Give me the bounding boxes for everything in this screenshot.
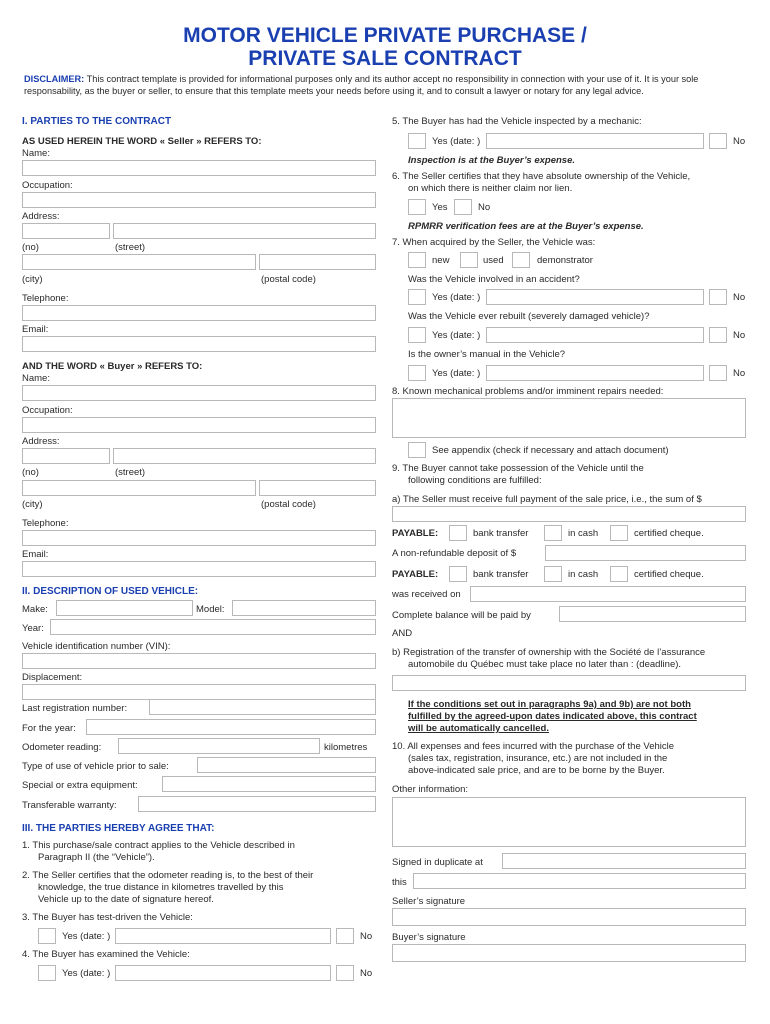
buyer-signature-field[interactable]: [392, 944, 746, 962]
examined-no-checkbox[interactable]: [336, 965, 354, 981]
clause-2-line2: knowledge, the true distance in kilometres travelled by this: [38, 882, 284, 893]
payable-label-1: PAYABLE:: [392, 528, 439, 539]
manual-yes-label: Yes (date: ): [432, 368, 481, 379]
condition-used-label: used: [483, 255, 504, 266]
seller-telephone-field[interactable]: [22, 305, 376, 321]
cancellation-line1: If the conditions set out in paragraphs 9a) and 9b) are not both: [408, 699, 691, 710]
rebuilt-question: Was the Vehicle ever rebuilt (severely damaged vehicle)?: [408, 311, 650, 322]
buyer-name-field[interactable]: [22, 385, 376, 401]
last-registration-field[interactable]: [149, 699, 376, 715]
payable1-cash-checkbox[interactable]: [544, 525, 562, 541]
payable1-cash-label: in cash: [568, 528, 599, 539]
received-on-label: was received on: [392, 589, 461, 600]
buyer-street-label: (street): [115, 467, 146, 478]
test-drive-no-label: No: [360, 931, 373, 942]
payable2-cheque-checkbox[interactable]: [610, 566, 628, 582]
year-field[interactable]: [50, 619, 376, 635]
payable2-cheque-label: certified cheque.: [634, 569, 704, 580]
seller-signature-field[interactable]: [392, 908, 746, 926]
seller-email-label: Email:: [22, 324, 49, 335]
document-title: MOTOR VEHICLE PRIVATE PURCHASE /: [183, 24, 587, 47]
seller-email-field[interactable]: [22, 336, 376, 352]
test-drive-no-checkbox[interactable]: [336, 928, 354, 944]
payable-label-2: PAYABLE:: [392, 569, 439, 580]
examined-date-field[interactable]: [115, 965, 331, 981]
sale-price-field[interactable]: [392, 506, 746, 522]
buyer-city-label: (city): [22, 499, 43, 510]
rebuilt-no-label: No: [733, 330, 746, 341]
seller-address-no-field[interactable]: [22, 223, 110, 239]
clause-9b-line1: b) Registration of the transfer of ownership with the Société de l’assurance: [392, 647, 706, 658]
for-year-field[interactable]: [86, 719, 376, 735]
seller-address-label: Address:: [22, 211, 60, 222]
buyer-city-field[interactable]: [22, 480, 256, 496]
balance-label: Complete balance will be paid by: [392, 610, 531, 621]
manual-no-label: No: [733, 368, 746, 379]
inspected-date-field[interactable]: [486, 133, 704, 149]
warranty-field[interactable]: [138, 796, 376, 812]
clause-10-line2: (sales tax, registration, insurance, etc.) are not included in the: [408, 753, 668, 764]
manual-yes-checkbox[interactable]: [408, 365, 426, 381]
inspected-yes-label: Yes (date: ): [432, 136, 481, 147]
seller-occupation-field[interactable]: [22, 192, 376, 208]
payable1-bank-label: bank transfer: [473, 528, 529, 539]
appendix-label: See appendix (check if necessary and attach document): [432, 445, 669, 456]
manual-question: Is the owner’s manual in the Vehicle?: [408, 349, 566, 360]
clause-1-line2: Paragraph II (the “Vehicle”).: [38, 852, 155, 863]
payable2-cash-checkbox[interactable]: [544, 566, 562, 582]
seller-address-street-field[interactable]: [113, 223, 376, 239]
examined-no-label: No: [360, 968, 373, 979]
model-field[interactable]: [232, 600, 376, 616]
seller-occupation-label: Occupation:: [22, 180, 73, 191]
rebuilt-date-field[interactable]: [486, 327, 704, 343]
other-info-label: Other information:: [392, 784, 469, 795]
condition-demonstrator-label: demonstrator: [537, 255, 593, 266]
seller-city-field[interactable]: [22, 254, 256, 270]
document-title-line2: PRIVATE SALE CONTRACT: [248, 47, 522, 70]
inspected-no-checkbox[interactable]: [709, 133, 727, 149]
condition-demonstrator-checkbox[interactable]: [512, 252, 530, 268]
clause-9a-text: a) The Seller must receive full payment of the sale price, i.e., the sum of $: [392, 494, 702, 505]
inspected-yes-checkbox[interactable]: [408, 133, 426, 149]
signed-at-field[interactable]: [502, 853, 746, 869]
clause-9-line2: following conditions are fulfilled:: [408, 475, 542, 486]
inspected-no-label: No: [733, 136, 746, 147]
seller-postal-label: (postal code): [261, 274, 316, 285]
deadline-field[interactable]: [392, 675, 746, 691]
clause-3-text: 3. The Buyer has test-driven the Vehicle:: [22, 912, 193, 923]
section-1-heading: I. PARTIES TO THE CONTRACT: [22, 116, 172, 127]
buyer-name-label: Name:: [22, 373, 50, 384]
type-of-use-field[interactable]: [197, 757, 376, 773]
rpmrr-note: RPMRR verification fees are at the Buyer’s expense.: [408, 221, 644, 232]
kilometres-label: kilometres: [324, 742, 368, 753]
seller-signature-label: Seller’s signature: [392, 896, 466, 907]
rebuilt-yes-checkbox[interactable]: [408, 327, 426, 343]
signed-at-label: Signed in duplicate at: [392, 857, 483, 868]
seller-telephone-label: Telephone:: [22, 293, 69, 304]
seller-name-field[interactable]: [22, 160, 376, 176]
displacement-field[interactable]: [22, 684, 376, 700]
payable2-bank-checkbox[interactable]: [449, 566, 467, 582]
test-drive-date-field[interactable]: [115, 928, 331, 944]
deposit-label: A non-refundable deposit of $: [392, 548, 517, 559]
disclaimer: DISCLAIMER: This contract template is provided for informational purposes only and its author accept no responsibility in connection with your use of it. It is your sole responsability, as the buyer or seller, to ensure that this template meets your needs before using it, and to consult a lawyer or notary for any legal advice.: [24, 74, 699, 96]
cancellation-line2: fulfilled by the agreed-upon dates indicated above, this contract: [408, 711, 697, 722]
condition-used-checkbox[interactable]: [460, 252, 478, 268]
rebuilt-yes-label: Yes (date: ): [432, 330, 481, 341]
payable2-cash-label: in cash: [568, 569, 599, 580]
this-label: this: [392, 877, 407, 888]
payable1-cheque-checkbox[interactable]: [610, 525, 628, 541]
clause-5-text: 5. The Buyer has had the Vehicle inspected by a mechanic:: [392, 116, 642, 127]
warranty-label: Transferable warranty:: [22, 800, 117, 811]
buyer-email-field[interactable]: [22, 561, 376, 577]
clause-7-text: 7. When acquired by the Seller, the Vehicle was:: [392, 237, 596, 248]
buyer-postal-field[interactable]: [259, 480, 376, 496]
ownership-no-label: No: [478, 202, 491, 213]
odometer-field[interactable]: [118, 738, 320, 754]
other-info-field[interactable]: [392, 797, 746, 847]
payable1-cheque-label: certified cheque.: [634, 528, 704, 539]
buyer-occupation-label: Occupation:: [22, 405, 73, 416]
payable1-bank-checkbox[interactable]: [449, 525, 467, 541]
make-field[interactable]: [56, 600, 193, 616]
year-label: Year:: [22, 623, 44, 634]
buyer-no-label: (no): [22, 467, 39, 478]
clause-1-line1: 1. This purchase/sale contract applies to the Vehicle described in: [22, 840, 295, 851]
clause-8-text: 8. Known mechanical problems and/or imminent repairs needed:: [392, 386, 664, 397]
manual-date-field[interactable]: [486, 365, 704, 381]
clause-2-line1: 2. The Seller certifies that the odometer reading is, to the best of their: [22, 870, 314, 881]
buyer-occupation-field[interactable]: [22, 417, 376, 433]
type-of-use-label: Type of use of vehicle prior to sale:: [22, 761, 169, 772]
this-date-field[interactable]: [413, 873, 746, 889]
special-equipment-label: Special or extra equipment:: [22, 780, 138, 791]
vin-field[interactable]: [22, 653, 376, 669]
buyer-signature-label: Buyer’s signature: [392, 932, 466, 943]
buyer-telephone-label: Telephone:: [22, 518, 69, 529]
accident-yes-label: Yes (date: ): [432, 292, 481, 303]
ownership-yes-checkbox[interactable]: [408, 199, 426, 215]
buyer-postal-label: (postal code): [261, 499, 316, 510]
buyer-email-label: Email:: [22, 549, 49, 560]
examined-yes-label: Yes (date: ): [62, 968, 111, 979]
seller-no-label: (no): [22, 242, 39, 253]
seller-postal-field[interactable]: [259, 254, 376, 270]
last-registration-label: Last registration number:: [22, 703, 128, 714]
clause-10-line1: 10. All expenses and fees incurred with the purchase of the Vehicle: [392, 741, 675, 752]
accident-no-label: No: [733, 292, 746, 303]
buyer-heading: AND THE WORD « Buyer » REFERS TO:: [22, 361, 203, 372]
and-label: AND: [392, 628, 413, 639]
mechanical-problems-field[interactable]: [392, 398, 746, 438]
appendix-checkbox[interactable]: [408, 442, 426, 458]
test-drive-yes-checkbox[interactable]: [38, 928, 56, 944]
for-year-label: For the year:: [22, 723, 76, 734]
ownership-no-checkbox[interactable]: [454, 199, 472, 215]
buyer-address-street-field[interactable]: [113, 448, 376, 464]
vin-label: Vehicle identification number (VIN):: [22, 641, 171, 652]
buyer-telephone-field[interactable]: [22, 530, 376, 546]
seller-name-label: Name:: [22, 148, 50, 159]
seller-city-label: (city): [22, 274, 43, 285]
payable2-bank-label: bank transfer: [473, 569, 529, 580]
odometer-label: Odometer reading:: [22, 742, 102, 753]
examined-yes-checkbox[interactable]: [38, 965, 56, 981]
received-on-field[interactable]: [470, 586, 746, 602]
seller-street-label: (street): [115, 242, 146, 253]
rebuilt-no-checkbox[interactable]: [709, 327, 727, 343]
inspection-note: Inspection is at the Buyer’s expense.: [408, 155, 576, 166]
section-3-heading: III. THE PARTIES HEREBY AGREE THAT:: [22, 823, 215, 834]
cancellation-line3: will be automatically cancelled.: [408, 723, 549, 734]
test-drive-yes-label: Yes (date: ): [62, 931, 111, 942]
manual-no-checkbox[interactable]: [709, 365, 727, 381]
clause-9-line1: 9. The Buyer cannot take possession of the Vehicle until the: [392, 463, 644, 474]
section-2-heading: II. DESCRIPTION OF USED VEHICLE:: [22, 586, 199, 597]
accident-no-checkbox[interactable]: [709, 289, 727, 305]
displacement-label: Displacement:: [22, 672, 83, 683]
balance-field[interactable]: [559, 606, 746, 622]
model-label: Model:: [196, 604, 225, 615]
buyer-address-label: Address:: [22, 436, 60, 447]
clause-10-line3: above-indicated sale price, and are to be borne by the Buyer.: [408, 765, 665, 776]
clause-6-line1: 6. The Seller certifies that they have absolute ownership of the Vehicle,: [392, 171, 691, 182]
condition-new-label: new: [432, 255, 450, 266]
clause-9b-line2: automobile du Québec must take place no later than : (deadline).: [408, 659, 682, 670]
clause-4-text: 4. The Buyer has examined the Vehicle:: [22, 949, 190, 960]
buyer-address-no-field[interactable]: [22, 448, 110, 464]
clause-2-line3: Vehicle up to the date of signature hereof.: [38, 894, 214, 905]
seller-heading: AS USED HEREIN THE WORD « Seller » REFERS TO:: [22, 136, 262, 147]
ownership-yes-label: Yes: [432, 202, 448, 213]
special-equipment-field[interactable]: [162, 776, 376, 792]
deposit-field[interactable]: [545, 545, 746, 561]
clause-6-line2: on which there is neither claim nor lien.: [408, 183, 573, 194]
accident-yes-checkbox[interactable]: [408, 289, 426, 305]
accident-question: Was the Vehicle involved in an accident?: [408, 274, 580, 285]
condition-new-checkbox[interactable]: [408, 252, 426, 268]
make-label: Make:: [22, 604, 48, 615]
accident-date-field[interactable]: [486, 289, 704, 305]
